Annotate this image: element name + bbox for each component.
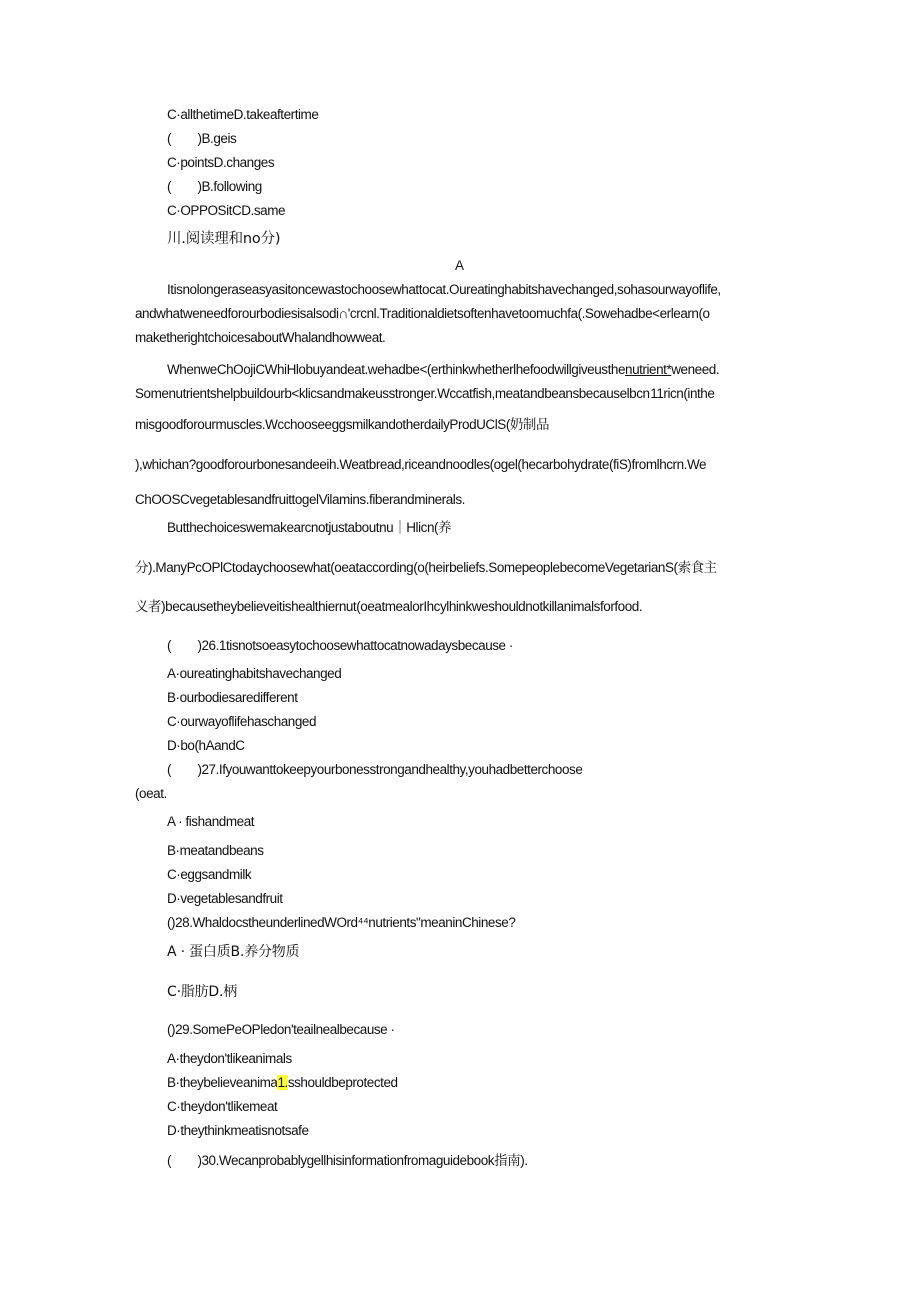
passage-line: misgoodforourmuscles.WcchooseeggsmilkandotherdailyProdUClS(奶制品 <box>135 417 550 432</box>
passage-line: ChOOSCvegetablesandfruittogelVilamins.fiberandminerals. <box>135 492 465 507</box>
option-line: ( )B.geis <box>167 131 237 146</box>
passage-line: andwhatweneedforourbodiesisalsodi∩'crcnl.Traditionaldietsoftenhavetoomuchfa(.Sowehadbe<erlearn(o <box>135 306 710 321</box>
option-line: C·allthetimeD.takeaftertime <box>167 107 319 122</box>
option-line: C·ourwayoflifehaschanged <box>167 714 317 729</box>
underlined-word: nutrient* <box>625 362 672 377</box>
option-line: C·theydon'tlikemeat <box>167 1099 278 1114</box>
option-line: D·bo(hAandC <box>167 738 245 753</box>
passage-line: 义者)becausetheybelieveitishealthiernut(oeatmealorIhcylhinkweshouldnotkillanimalsforfood. <box>135 599 643 614</box>
option-line: D·vegetablesandfruit <box>167 891 283 906</box>
option-line: A·oureatinghabitshavechanged <box>167 666 342 681</box>
option-line: C·脂肪D.柄 <box>167 984 238 1000</box>
option-line: C·OPPOSitCD.same <box>167 203 286 218</box>
option-line: A·theydon'tlikeanimals <box>167 1051 292 1066</box>
passage-line: Itisnolongeraseasyasitoncewastochoosewhattocat.Oureatinghabitshavechanged,sohasourwayoflife, <box>167 282 721 297</box>
option-line: ( )B.following <box>167 179 262 194</box>
question-30: ( )30.Wecanprobablygellhisinformationfromaguidebook指南). <box>167 1153 528 1168</box>
passage-paragraph-3 <box>135 520 795 623</box>
passage-line: WhenweChOojiCWhiHlobuyandeat.wehadbe<(erthinkwhetherlhefoodwillgiveusthenutrient*weneed. <box>167 362 720 377</box>
section-heading: 川.阅读理和no分) <box>167 231 281 247</box>
option-line: D·theythinkmeatisnotsafe <box>167 1123 309 1138</box>
passage-line: Butthechoiceswemakearcnotjustaboutnu｜Hlicn(养 <box>167 520 452 535</box>
highlight-mark: 1. <box>277 1075 288 1090</box>
question-27: ( )27.Ifyouwanttokeepyourbonesstrongandhealthy,youhadbetterchoose <box>167 762 583 777</box>
option-line: A · fishandmeat <box>167 814 255 829</box>
option-line: C·pointsD.changes <box>167 155 275 170</box>
passage-label: A <box>455 258 464 273</box>
passage-paragraph-2 <box>135 362 795 516</box>
option-line: B·meatandbeans <box>167 843 264 858</box>
option-line: B·ourbodiesaredifferent <box>167 690 298 705</box>
option-line: B·theybelieveanima1.sshouldbeprotected <box>167 1075 398 1090</box>
question-29: ()29.SomePeOPledon'teailnealbecause · <box>167 1022 395 1037</box>
passage-paragraph-1 <box>135 282 795 354</box>
passage-line: 分).ManyPcOPlCtodaychoosewhat(oeataccording(o(heirbeliefs.SomepeoplebecomeVegetarianS(索食主 <box>135 560 717 575</box>
question-26: ( )26.1tisnotsoeasytochoosewhattocatnowadaysbecause · <box>167 638 513 653</box>
passage-line: maketherightchoicesaboutWhalandhowweat. <box>135 330 386 345</box>
option-line: C·eggsandmilk <box>167 867 252 882</box>
passage-line: Somenutrientshelpbuildourb<klicsandmakeusstronger.Wccatfish,meatandbeansbecauselbcn 11ricn(inthe <box>135 386 715 401</box>
option-line: A · 蛋白质B.养分物质 <box>167 944 300 960</box>
question-28: ()28.WhaldocstheunderlinedWOrd⁴⁴nutrients"meaninChinese? <box>167 915 516 930</box>
question-27-continuation: (oeat. <box>135 786 167 801</box>
passage-line: ),whichan?goodforourbonesandeeih.Weatbread,riceandnoodles(ogel(hecarbohydrate(fiS)fromlhcrn.We <box>135 457 707 472</box>
